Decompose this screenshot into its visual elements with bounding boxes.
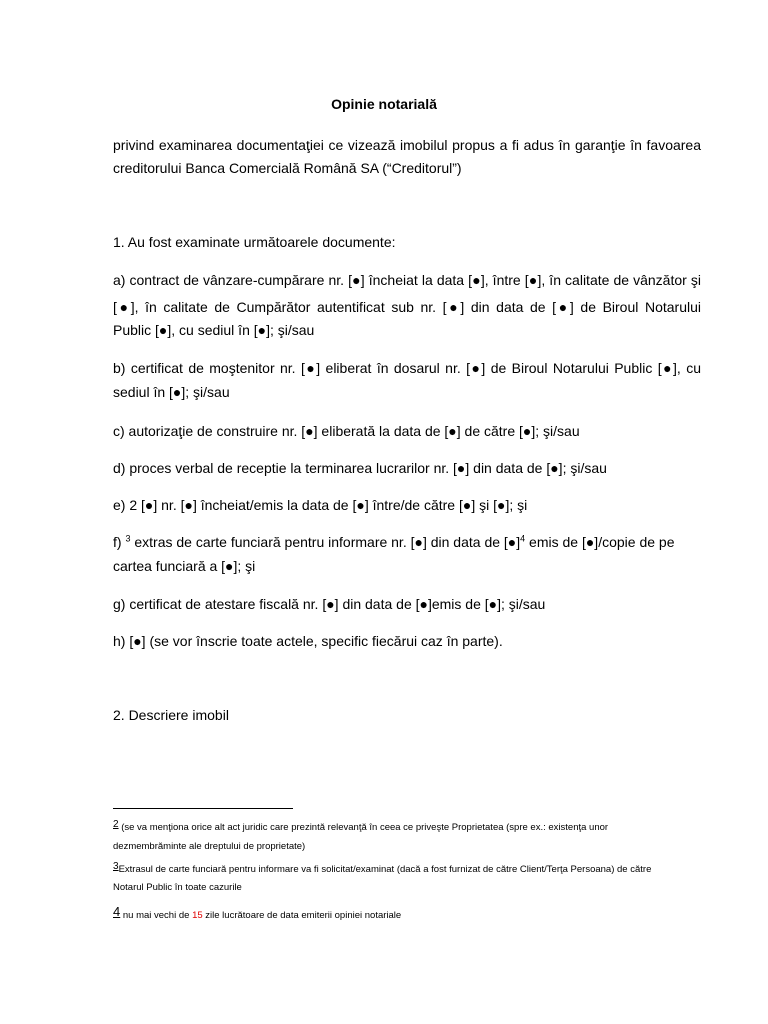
item-f-prefix: f) [113, 534, 126, 550]
footnote-separator [113, 808, 293, 809]
item-c: c) autorizaţie de construire nr. [●] eliberată la data de [●] de către [●]; şi/sau [113, 423, 580, 439]
footnote-4-post: zile lucrătoare de data emiterii opiniei notariale [202, 910, 402, 921]
footnote-ref-4: 4 [520, 533, 526, 544]
section-2-heading: 2. Descriere imobil [113, 707, 229, 723]
footnote-2-line-2: dezmembrăminte ale dreptului de proprietate) [113, 841, 306, 852]
item-a-line-3: Public [●], cu sediul în [●]; şi/sau [113, 322, 315, 338]
footnote-4-line [113, 901, 703, 927]
item-d: d) proces verbal de receptie la terminarea lucrarilor nr. [●] din data de [●]; şi/sau [113, 460, 607, 476]
item-f-mid: extras de carte funciară pentru informare nr. [●] din data de [●] [130, 534, 521, 550]
footnote-4-days-highlight: 15 [192, 910, 203, 921]
footnote-3-text: Extrasul de carte funciară pentru informare va fi solicitat/examinat (dacă a fost furnizat de către Client/Terţa Persoana) de către [118, 864, 652, 875]
item-g: g) certificat de atestare fiscală nr. [●] din data de [●]emis de [●]; şi/sau [113, 596, 546, 612]
item-a-line-2: [●], în calitate de Cumpărător autentificat sub nr. [●] din data de [●] de Biroul Notarului [113, 299, 701, 315]
footnote-3-line-2: Notarul Public în toate cazurile [113, 882, 242, 893]
footnote-2-text: (se va menţiona orice alt act juridic care prezintă relevanţă în ceea ce priveşte Proprietatea (spre ex.: existenţa unor [118, 822, 609, 833]
footnote-ref-3: 3 [125, 533, 131, 544]
footnote-2-number: 2 [113, 819, 119, 830]
item-a-line-1: a) contract de vânzare-cumpărare nr. [●] încheiat la data [●], între [●], în calitate de vânzător şi [113, 272, 701, 288]
footnote-3-number: 3 [113, 861, 119, 872]
footnote-4-number: 4 [113, 904, 121, 919]
item-f-line-2: cartea funciară a [●]; şi [113, 558, 256, 574]
item-f-line-1 [113, 531, 701, 554]
intro-line-2: creditorului Banca Comercială Română SA (“Creditorul”) [113, 160, 462, 176]
item-e: e) 2 [●] nr. [●] încheiat/emis la data de [●] între/de către [●] şi [●]; şi [113, 497, 528, 513]
intro-line-1: privind examinarea documentaţiei ce vizează imobilul propus a fi adus în garanţie în favoarea [113, 137, 701, 153]
item-h: h) [●] (se vor înscrie toate actele, specific fiecărui caz în parte). [113, 633, 503, 649]
item-b-line-1: b) certificat de moştenitor nr. [●] eliberat în dosarul nr. [●] de Biroul Notarului Public [●], cu [113, 360, 701, 376]
footnote-4-pre: nu mai vechi de [120, 910, 193, 921]
document-title: Opinie notarială [331, 96, 437, 112]
item-f-end: emis de [●]/copie de pe [525, 534, 675, 550]
item-b-line-2: sediul în [●]; şi/sau [113, 384, 230, 400]
section-1-heading: 1. Au fost examinate următoarele documente: [113, 234, 396, 250]
